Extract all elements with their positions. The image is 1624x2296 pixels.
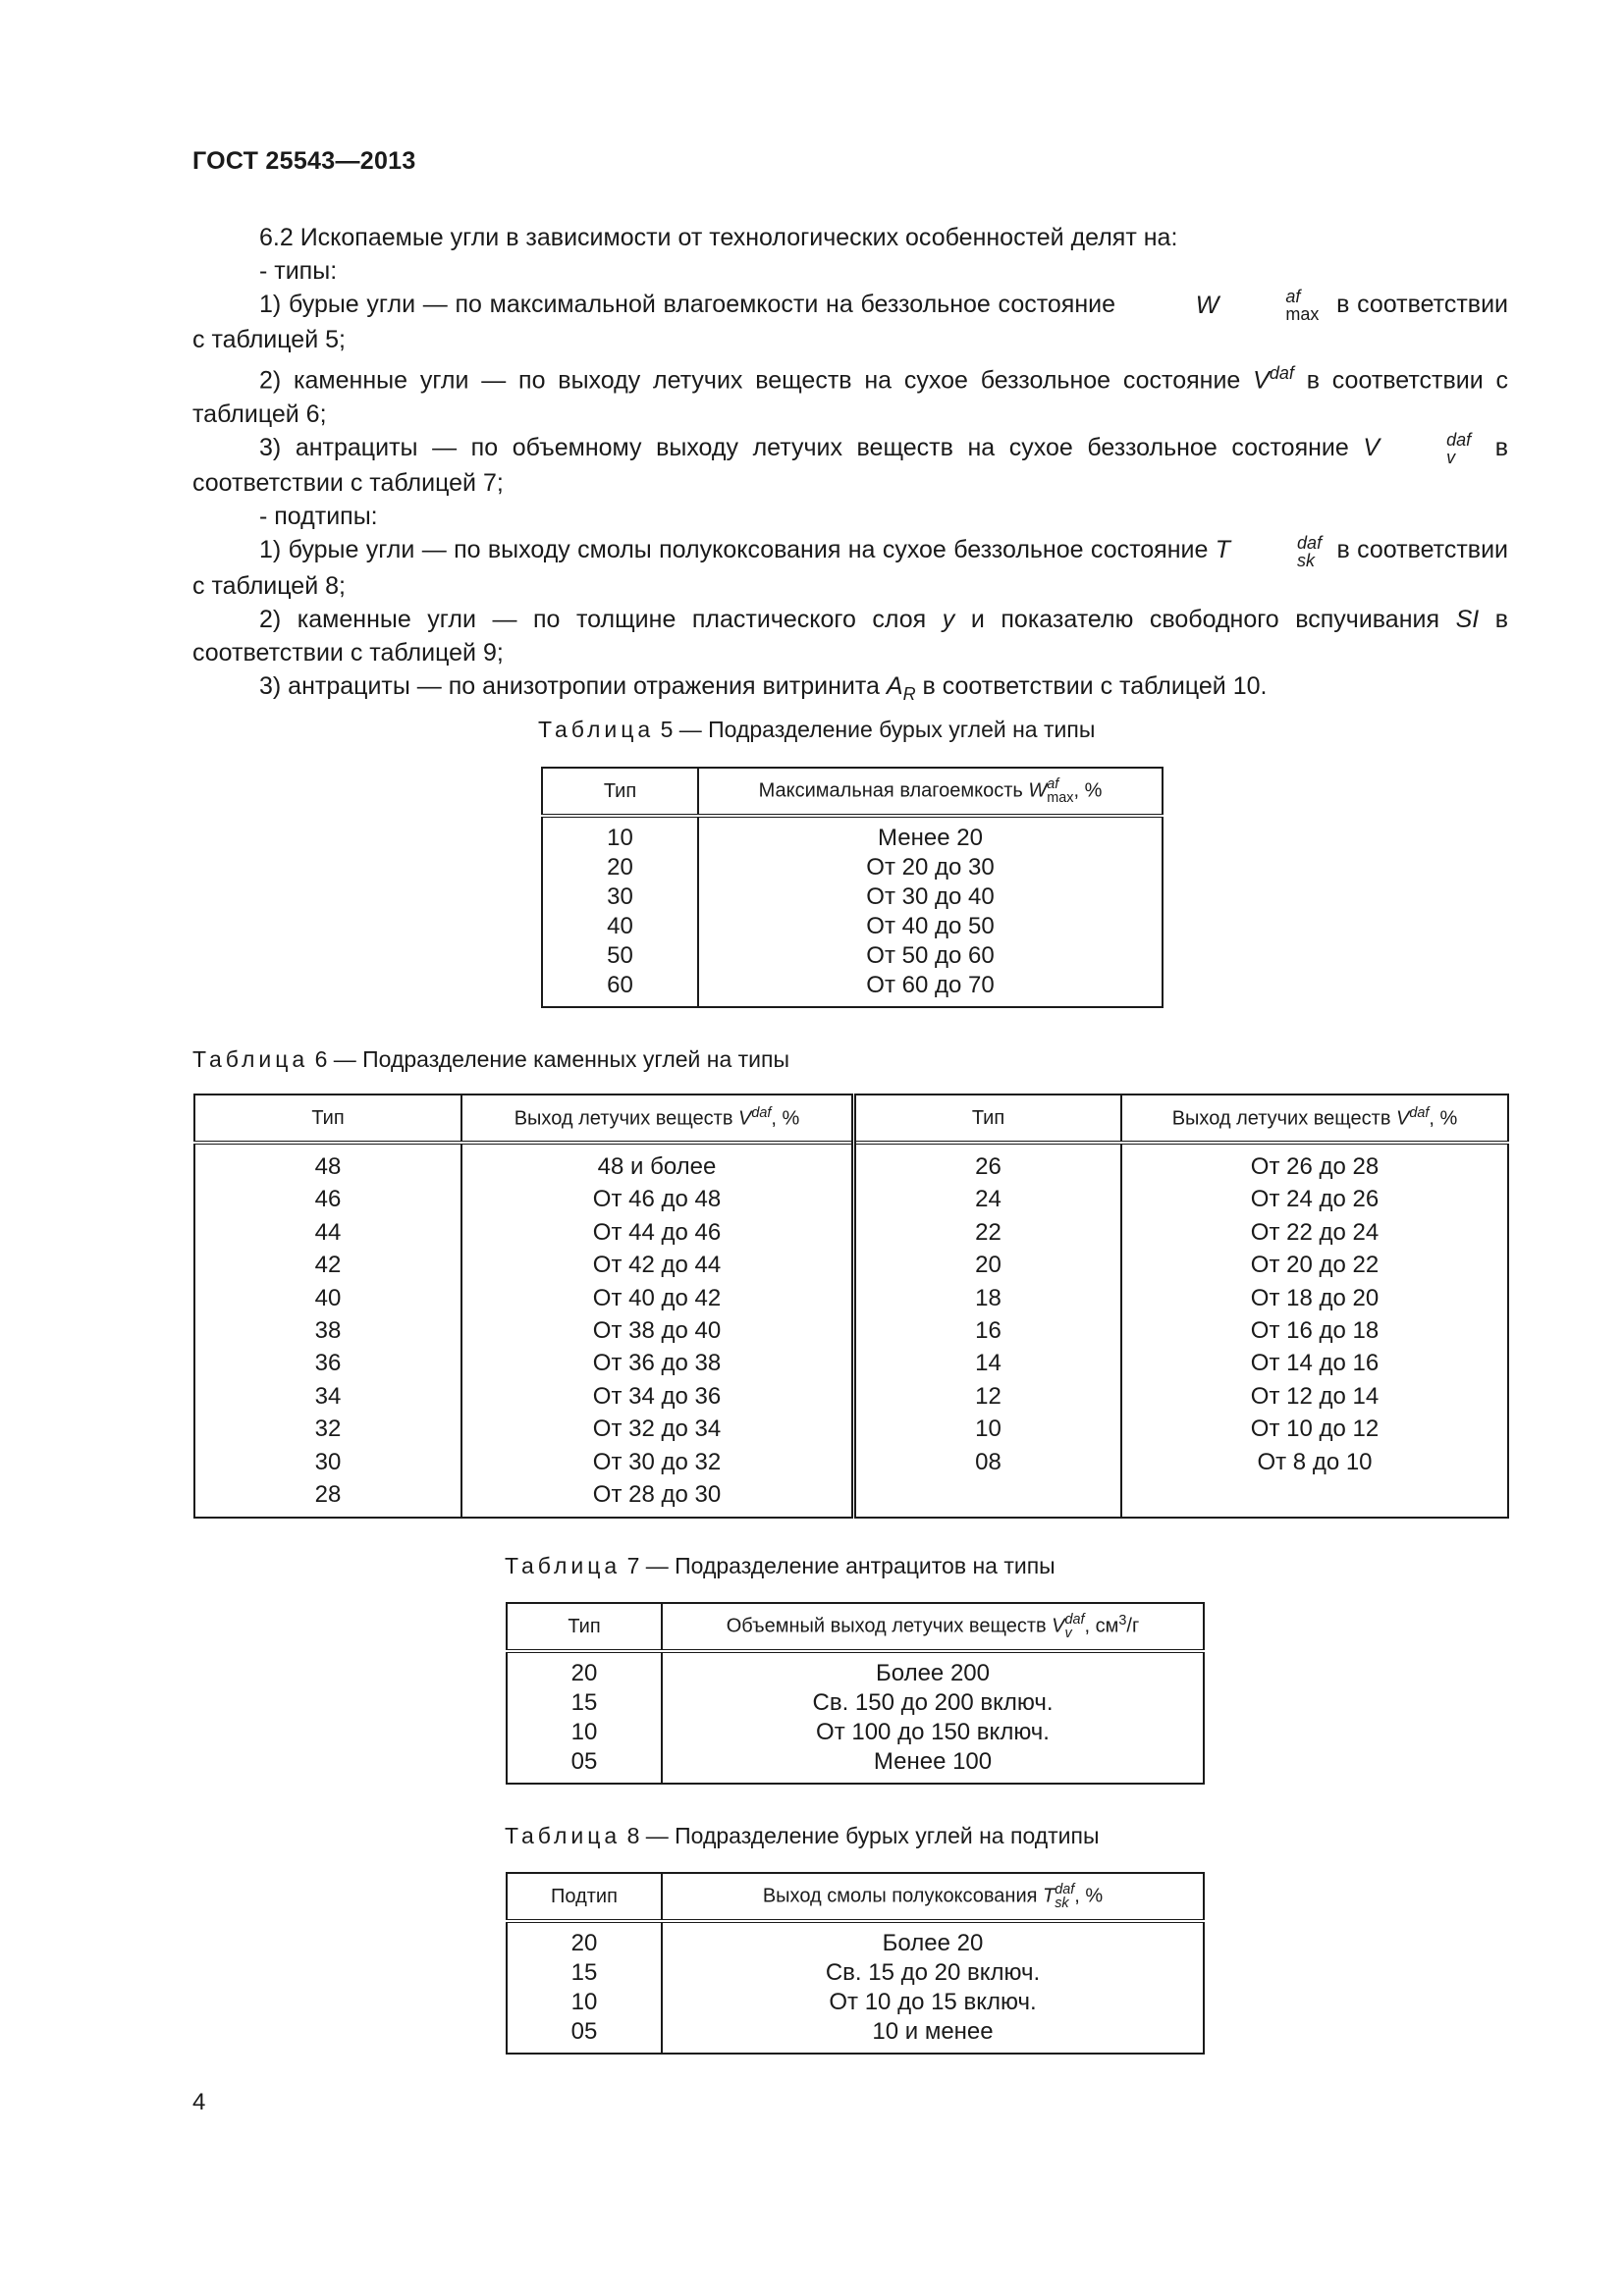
symbol-t-sk-daf: T [1215,536,1231,564]
table8-caption: Таблица 8 — Подразделение бурых углей на подтипы [505,1823,1100,1848]
table6-right-values: От 26 до 28 От 24 до 26 От 22 до 24 От 20 до 22 От 18 до 20 От 16 до 18 От 14 до 16 От 12 до 14 От 10 до 12 От 8 до 10 [1121,1143,1508,1518]
page-number: 4 [192,2089,206,2115]
para-subtypes-2: 2) каменные угли — по толщине пластического слоя y и показателю свободного вспучивания SI в соответствии с таблицей 9; [192,605,1509,667]
symbol-w-af-max: W [1195,291,1219,319]
table7-type-cell: 20 15 10 05 [507,1651,662,1784]
table6 [193,1094,1509,1519]
table5-col-moisture: Максимальная влагоемкость W af max , % [698,768,1163,816]
table7 [506,1602,1205,1785]
table8-col-subtype: Подтип [507,1873,662,1921]
symbol-vv-daf: V [1363,433,1380,461]
para-types-1-text: 1) бурые угли — по максимальной влагоемкости на беззольное состояние [259,291,1116,318]
table6-left-values: 48 и более От 46 до 48 От 44 до 46 От 42 до 44 От 40 до 42 От 38 до 40 От 36 до 38 От 34 до 36 От 32 до 34 От 30 до 32 От 28 до 30 [461,1143,854,1518]
para-types-1-tail: в соответствии с таблицей 5; [192,291,1509,354]
table7-value-cell: Более 200 Св. 150 до 200 включ. От 100 до 150 включ. Менее 100 [662,1651,1204,1784]
table7-col-type: Тип [507,1603,662,1651]
symbol-y: y [942,605,955,633]
document-header: ГОСТ 25543—2013 [192,147,416,175]
table7-col-volume: Объемный выход летучих веществ V daf v , $см^3/г$ [662,1603,1204,1651]
symbol-a-r: A [886,671,903,700]
table6-col-value-left: Выход летучих веществ $V^{daf}$, % [461,1095,854,1143]
table6-col-type-left: Тип [194,1095,461,1143]
para-subtypes-1: 1) бурые угли — по выходу смолы полукоксования на сухое беззольное состояние T daf sk в соответствии с таблицей 8; [192,532,1508,600]
table6-col-value-right: Выход летучих веществ $V^{daf}$, % [1121,1095,1508,1143]
para-types-1: 1) бурые угли — по максимальной влагоемкости на беззольное состояние W af max в соответствии с таблицей 5; [192,287,1509,354]
table5-value-cell: Менее 20 От 20 до 30 От 30 до 40 От 40 до 50 От 50 до 60 От 60 до 70 [698,816,1163,1007]
table6-caption: Таблица 6 — Подразделение каменных углей на типы [192,1046,790,1072]
table6-left-types: 48 46 44 42 40 38 36 34 32 30 28 [194,1143,461,1518]
table5-col-type: Тип [542,768,698,816]
para-intro: 6.2 Ископаемые угли в зависимости от технологических особенностей делят на: [259,224,1178,251]
table5-type-cell: 10 20 30 40 50 60 [542,816,698,1007]
table6-right-types: 26 24 22 20 18 16 14 12 10 08 [854,1143,1122,1518]
table5-caption: Таблица 5 — Подразделение бурых углей на типы [538,717,1096,742]
section-6-2 [192,221,1508,711]
para-types-3: 3) антрациты — по объемному выходу летучих веществ на сухое беззольное состояние V daf v в соответствии с таблицей 7; [192,430,1508,498]
table8-value-cell: Более 20 Св. 15 до 20 включ. От 10 до 15 включ. 10 и менее [662,1921,1204,2054]
para-types-label: - типы: [259,257,338,285]
symbol-si: SI [1455,605,1480,633]
table8 [506,1872,1205,2055]
para-subtypes-label: - подтипы: [259,503,378,531]
table8-col-tar-yield: Выход смолы полукоксования T daf sk , % [662,1873,1204,1921]
table7-caption: Таблица 7 — Подразделение антрацитов на типы [505,1553,1056,1578]
table6-col-type-right: Тип [854,1095,1122,1143]
para-types-2: 2) каменные угли — по выходу летучих веществ на сухое беззольное состояние $V^{daf}$ в соответствии с таблицей 6; [192,363,1508,428]
para-subtypes-3: 3) антрациты — по анизотропии отражения витринита $A_R$ в соответствии с таблицей 10. [259,671,1268,704]
table5 [541,767,1164,1008]
symbol-v-daf: V [1253,366,1270,395]
table8-type-cell: 20 15 10 05 [507,1921,662,2054]
